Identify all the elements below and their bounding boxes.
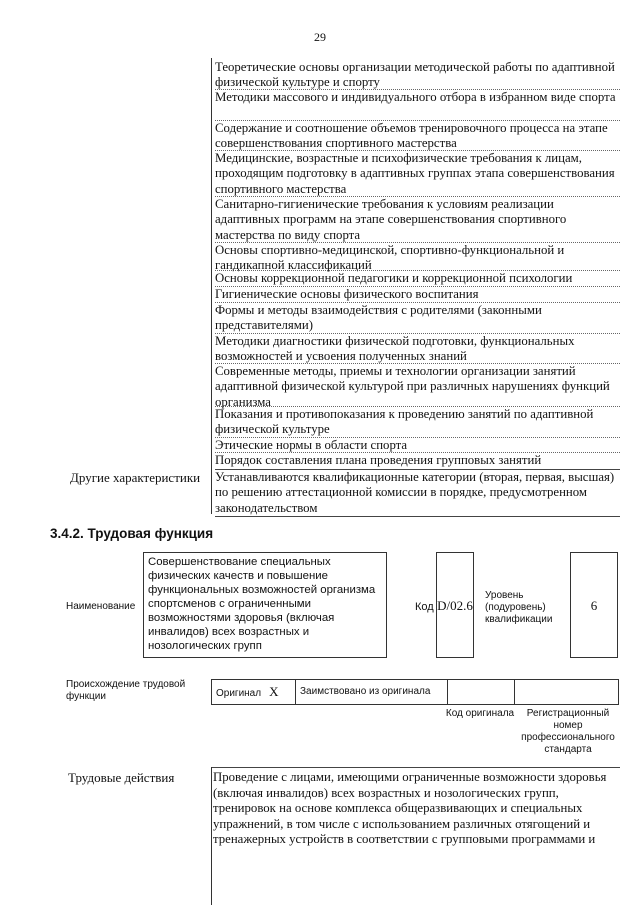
section-heading: 3.4.2. Трудовая функция: [50, 526, 214, 541]
labor-actions-label: Трудовые действия: [68, 770, 175, 785]
page-number: 29: [314, 30, 326, 44]
knowledge-item: Современные методы, приемы и технологии организации занятий адаптивной физической культурой при различных нарушениях функций организма: [215, 364, 620, 407]
knowledge-item: Медицинские, возрастные и психофизические требования к лицам, проходящим подготовку в адаптивных группах этапа совершенствования спортивного мастерства: [215, 151, 620, 197]
knowledge-item: Гигиенические основы физического воспитания: [215, 287, 620, 303]
code-value: D/02.6: [436, 552, 474, 658]
level-label: Уровень (подуровень) квалификации: [485, 590, 553, 625]
knowledge-item: Порядок составления плана проведения групповых занятий: [215, 453, 620, 470]
knowledge-item: Санитарно-гигиенические требования к условиям реализации адаптивных программ на этапе совершенствования спортивного мастерства по виду спорта: [215, 197, 620, 243]
knowledge-item: Теоретические основы организации методической работы по адаптивной физической культуре и спорту: [215, 60, 620, 90]
original-label: Оригинал: [216, 688, 262, 699]
name-label: Наименование: [66, 601, 136, 612]
knowledge-item: Основы спортивно-медицинской, спортивно-функциональной и гандикапной классификаций: [215, 243, 620, 271]
code-label: Код: [415, 601, 434, 613]
other-characteristics-text: Устанавливаются квалификационные категории (вторая, первая, высшая) по решению аттестационной комиссии в порядке, предусмотренном законодательством: [215, 470, 620, 517]
original-cell: [212, 680, 296, 704]
original-code-cell: [448, 680, 515, 704]
knowledge-item: Этические нормы в области спорта: [215, 438, 620, 453]
knowledge-item: Основы коррекционной педагогики и коррекционной психологии: [215, 271, 620, 287]
knowledge-item: Содержание и соотношение объемов тренировочного процесса на этапе совершенствования спортивного мастерства: [215, 121, 620, 151]
knowledge-item: Показания и противопоказания к проведению занятий по адаптивной физической культуре: [215, 407, 620, 438]
origin-label: Происхождение трудовой функции: [66, 679, 186, 702]
knowledge-item: Методики массового и индивидуального отбора в избранном виде спорта: [215, 90, 620, 121]
origin-row: [211, 679, 619, 705]
table-divider: [211, 58, 212, 514]
function-name-box: Совершенствование специальных физических качеств и повышение функциональных возможностей организма спортсменов с ограниченными возможностями здоровья (включая инвалидов) всех возрастных и нозологических групп: [143, 552, 387, 658]
borrowed-cell: Заимствовано из оригинала: [296, 680, 448, 704]
knowledge-item: Методики диагностики физической подготовки, функциональных возможностей и усвоения полученных знаний: [215, 334, 620, 364]
reg-number-caption: Регистрационный номер профессионального стандарта: [521, 708, 615, 755]
knowledge-item: Формы и методы взаимодействия с родителями (законными представителями): [215, 303, 620, 334]
code-original-caption: Код оригинала: [445, 708, 515, 719]
actions-divider: [211, 767, 620, 768]
original-mark: X: [269, 684, 279, 699]
labor-actions-text: Проведение с лицами, имеющими ограниченные возможности здоровья (включая инвалидов) всех возрастных и нозологических групп, тренировок на основе комплекса общеразвивающих и специальных упражнений, в том числе с использованием различных отягощений и тренажерных устройств в соответствии с групповыми программами и: [213, 770, 607, 847]
actions-vline: [211, 767, 212, 905]
level-value: 6: [570, 552, 618, 658]
other-characteristics-label: Другие характеристики: [70, 470, 201, 485]
reg-number-cell: [515, 680, 618, 704]
